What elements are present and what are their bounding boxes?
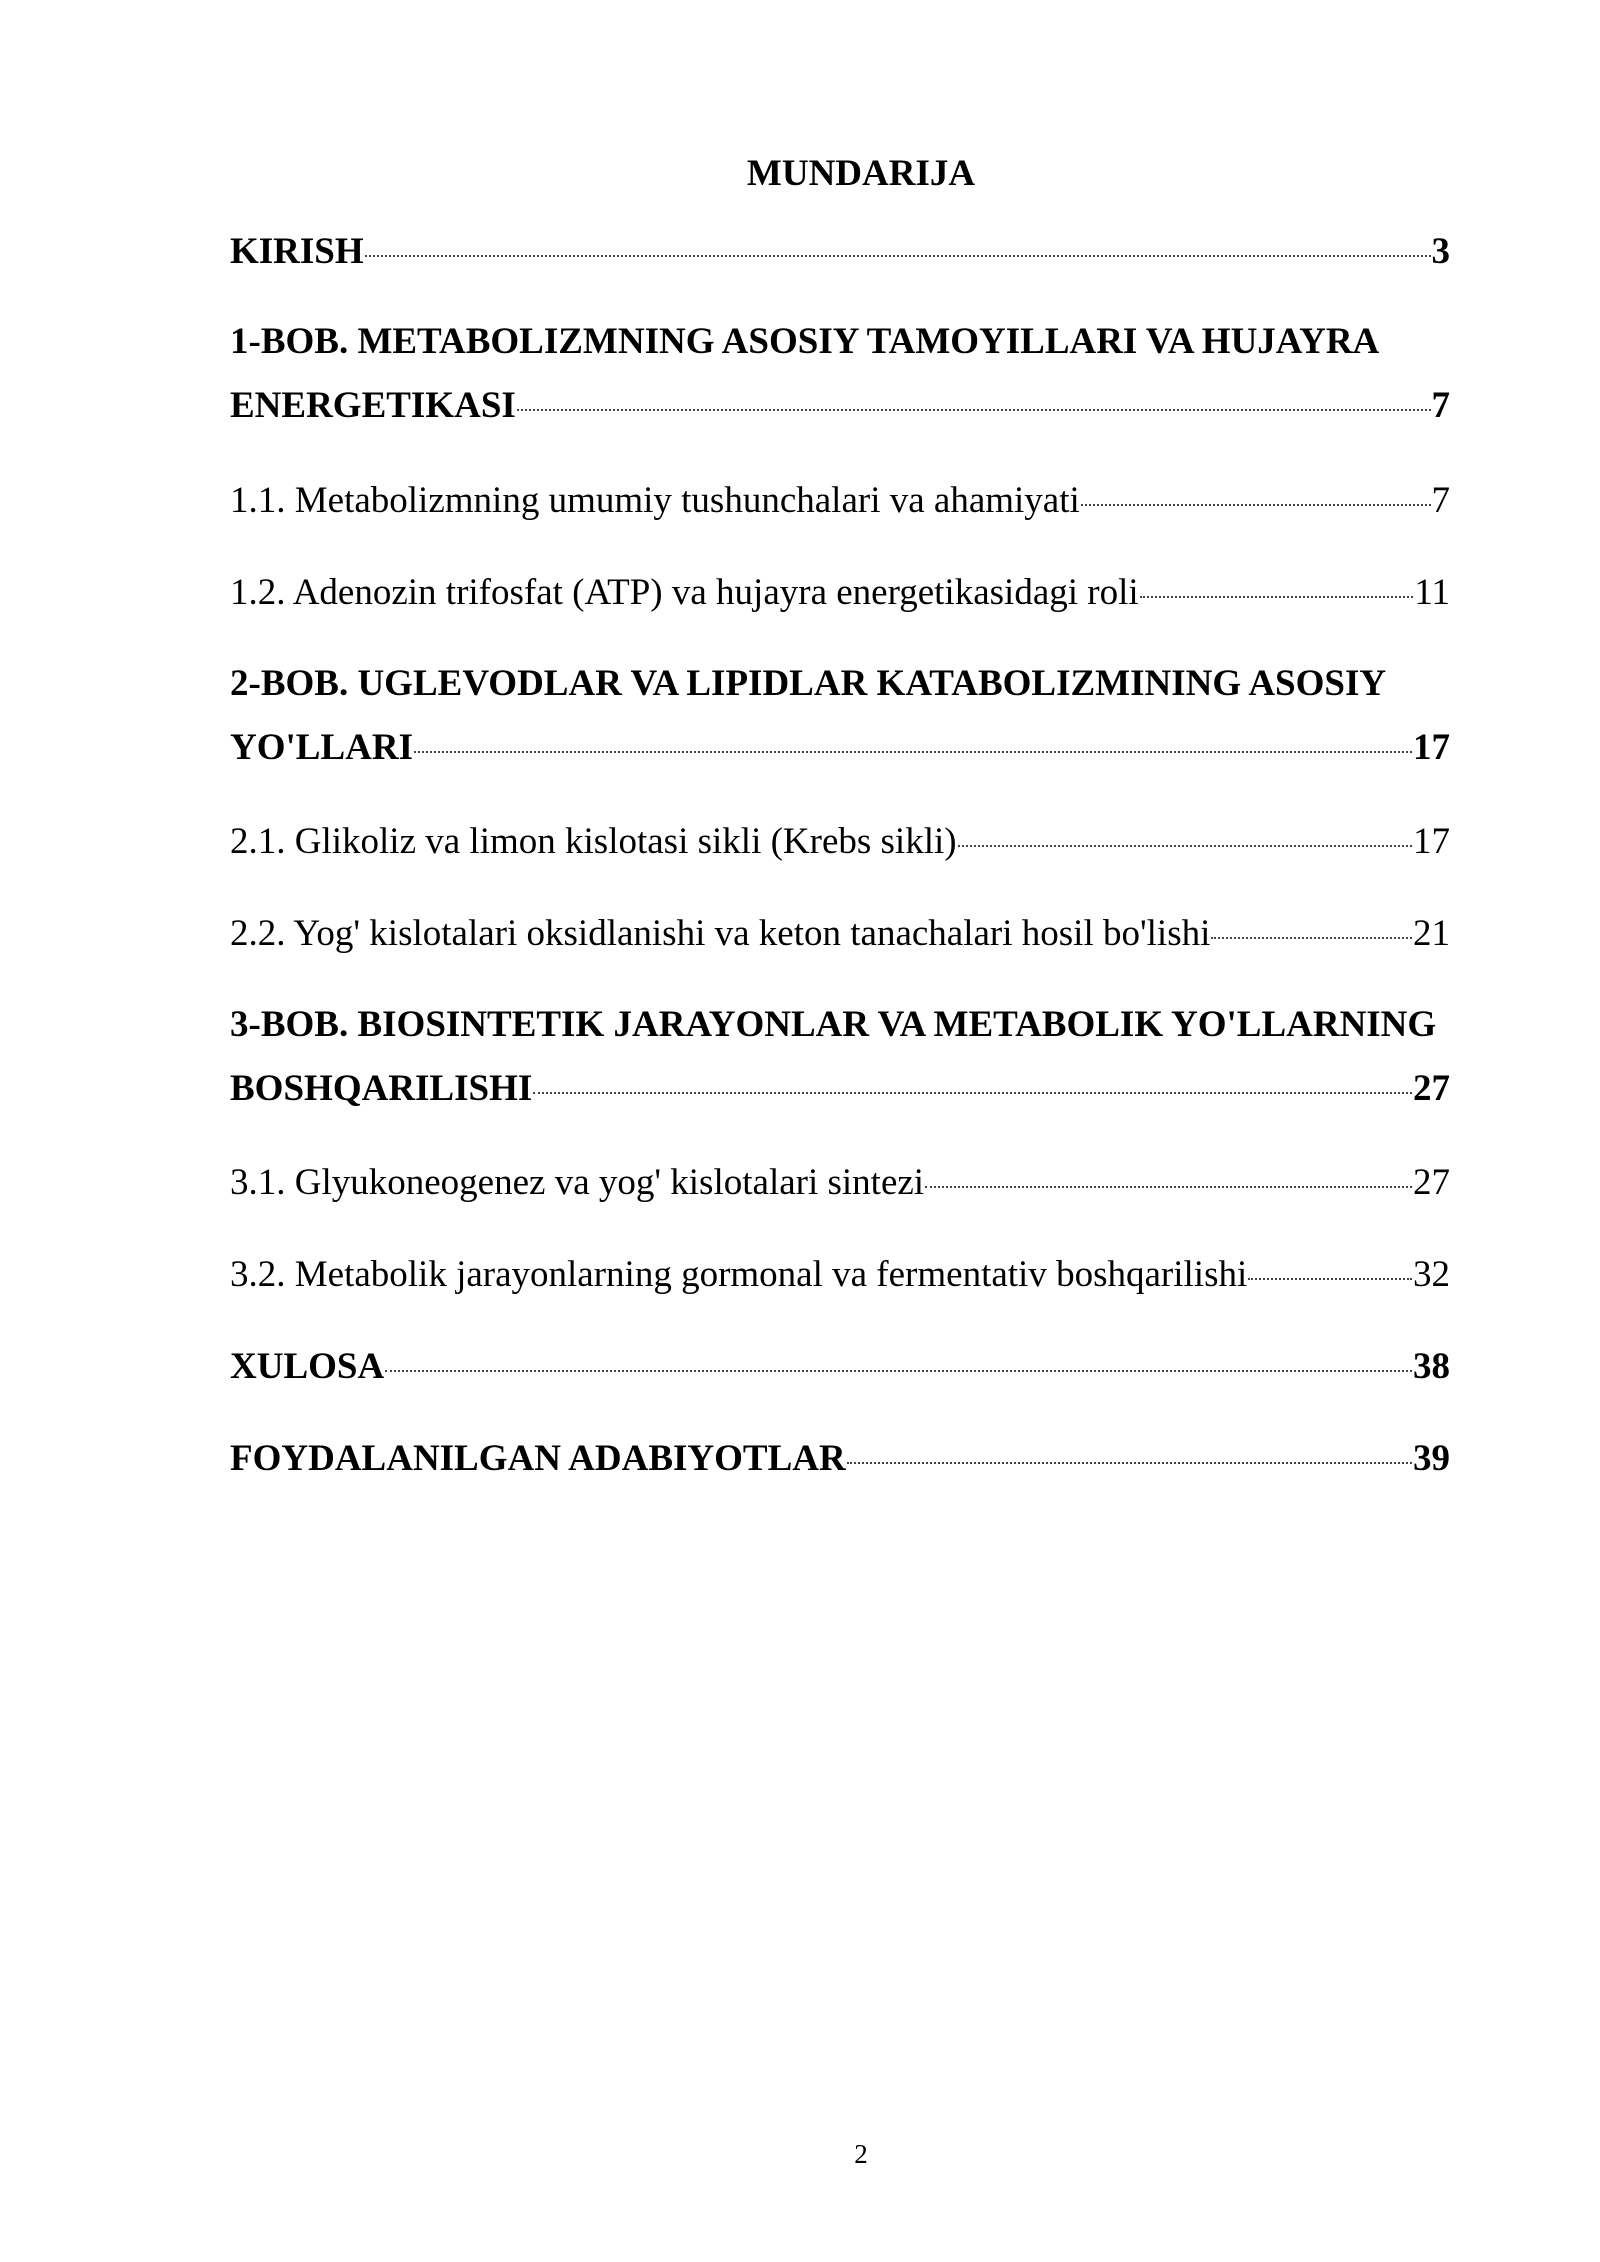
toc-entry-section-1-2[interactable] xyxy=(230,569,1450,617)
toc-page-number: 17 xyxy=(1413,821,1450,862)
toc-entry-section-3-1[interactable] xyxy=(230,1159,1450,1207)
toc-entry-title: XULOSA xyxy=(230,1346,385,1387)
dot-leader xyxy=(925,1186,1412,1188)
toc-entry-title: ENERGETIKASI xyxy=(230,385,516,426)
dot-leader xyxy=(1081,504,1431,506)
toc-entry-title: 3.2. Metabolik jarayonlarning gormonal va fermentativ boshqarilishi xyxy=(230,1254,1248,1295)
toc-entry-section-2-1[interactable] xyxy=(230,818,1450,866)
toc-entry-title: 2.1. Glikoliz va limon kislotasi sikli (Krebs sikli) xyxy=(230,821,957,862)
toc-page-number: 38 xyxy=(1413,1346,1450,1387)
toc-entry-title: 2.2. Yog' kislotalari oksidlanishi va keton tanachalari hosil bo'lishi xyxy=(230,913,1211,954)
toc-entry-chapter-2[interactable] xyxy=(230,660,1450,772)
dot-leader xyxy=(958,845,1412,847)
toc-page-number: 7 xyxy=(1431,480,1450,521)
toc-entry-title-line1: 2-BOB. UGLEVODLAR VA LIPIDLAR KATABOLIZMINING ASOSIY xyxy=(230,663,1387,704)
dot-leader xyxy=(1248,1278,1412,1280)
toc-page-number: 27 xyxy=(1413,1162,1450,1203)
dot-leader xyxy=(1140,596,1414,598)
dot-leader xyxy=(365,255,1431,257)
toc-entry-section-2-2[interactable] xyxy=(230,910,1450,958)
dot-leader xyxy=(414,751,1412,753)
toc-entry-chapter-3[interactable] xyxy=(230,1001,1450,1113)
toc-page-number: 32 xyxy=(1413,1254,1450,1295)
toc-entry-title: 3.1. Glyukoneogenez va yog' kislotalari sintezi xyxy=(230,1162,925,1203)
dot-leader xyxy=(517,409,1431,411)
toc-entry-chapter-1[interactable] xyxy=(230,318,1450,430)
page-title: MUNDARIJA xyxy=(746,153,976,194)
toc-page-number: 21 xyxy=(1413,913,1450,954)
toc-entry-title: FOYDALANILGAN ADABIYOTLAR xyxy=(230,1438,846,1479)
toc-entry-title-line1: 1-BOB. METABOLIZMNING ASOSIY TAMOYILLARI VA HUJAYRA xyxy=(230,321,1380,362)
toc-page-number: 17 xyxy=(1413,727,1450,768)
toc-page-number: 3 xyxy=(1431,231,1450,272)
dot-leader xyxy=(847,1462,1412,1464)
dot-leader xyxy=(385,1370,1412,1372)
page-number: 2 xyxy=(854,2139,868,2169)
toc-page-number: 7 xyxy=(1431,385,1450,426)
toc-entry-xulosa[interactable] xyxy=(230,1343,1450,1391)
toc-entry-title: BOSHQARILISHI xyxy=(230,1068,533,1109)
toc-entry-section-1-1[interactable] xyxy=(230,477,1450,525)
toc-page-number: 27 xyxy=(1413,1068,1450,1109)
dot-leader xyxy=(533,1092,1412,1094)
toc-entry-title: KIRISH xyxy=(230,231,364,272)
toc-page-number: 11 xyxy=(1414,572,1450,613)
toc-entry-section-3-2[interactable] xyxy=(230,1251,1450,1299)
toc-entry-title: 1.2. Adenozin trifosfat (ATP) va hujayra energetikasidagi roli xyxy=(230,572,1139,613)
toc-entry-title: 1.1. Metabolizmning umumiy tushunchalari va ahamiyati xyxy=(230,480,1080,521)
toc-entry-title-line1: 3-BOB. BIOSINTETIK JARAYONLAR VA METABOLIK YO'LLARNING xyxy=(230,1004,1437,1045)
toc-page-number: 39 xyxy=(1413,1438,1450,1479)
dot-leader xyxy=(1211,937,1412,939)
toc-entry-kirish[interactable] xyxy=(230,228,1450,276)
toc-entry-title: YO'LLARI xyxy=(230,727,413,768)
toc-entry-adabiyotlar[interactable] xyxy=(230,1435,1450,1483)
